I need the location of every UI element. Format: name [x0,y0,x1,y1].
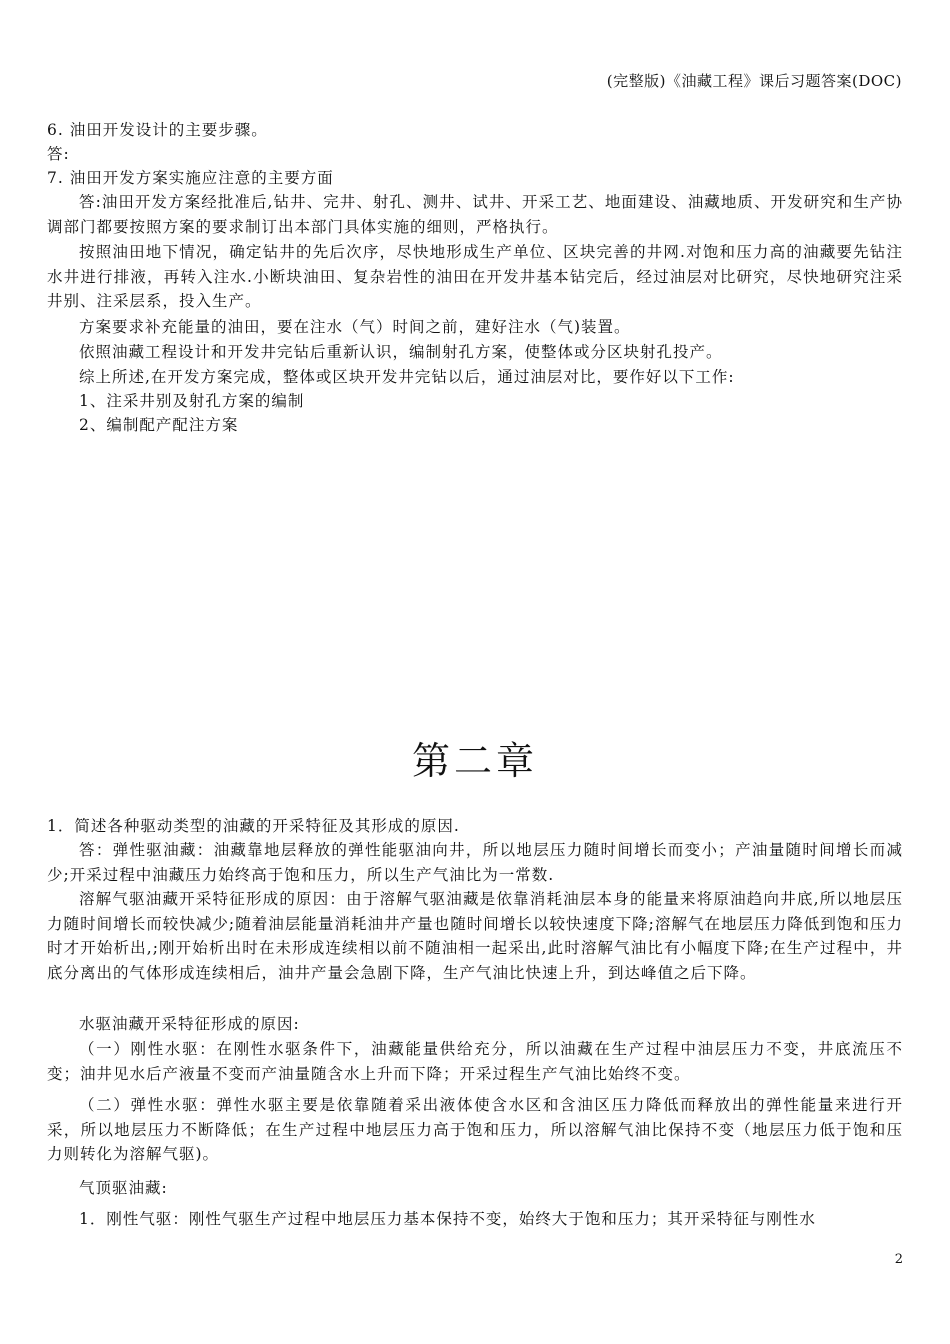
question-1: 1．简述各种驱动类型的油藏的开采特征及其形成的原因. [47,817,460,835]
document-header: (完整版)《油藏工程》课后习题答案(DOC) [606,72,902,90]
paragraph: 水驱油藏开采特征形成的原因: [79,1015,300,1033]
paragraph: 溶解气驱油藏开采特征形成的原因：由于溶解气驱油藏是依靠消耗油层本身的能量来将原油趋向井底,所以地层压力随时间增长而较快减少;随着油层能量消耗油井产量也随时间增长以较快速度下降;溶解气在地层压力降低到饱和压力时才开始析出,;刚开始析出时在未形成连续相以前不随油相一起采出,此时溶解气油比有小幅度下降;在生产过程中，井底分离出的气体形成连续相后，油井产量会急剧下降，生产气油比快速上升，到达峰值之后下降。 [47,890,903,982]
paragraph: （一）刚性水驱：在刚性水驱条件下，油藏能量供给充分，所以油藏在生产过程中油层压力不变，井底流压不变；油井见水后产液量不变而产油量随含水上升而下降；开采过程生产气油比始终不变。 [47,1040,903,1083]
paragraph: （二）弹性水驱：弹性水驱主要是依靠随着采出液体使含水区和含油区压力降低而释放出的弹性能量来进行开采，所以地层压力不断降低；在生产过程中地层压力高于饱和压力，所以溶解气油比保持不变（地层压力低于饱和压力则转化为溶解气驱)。 [47,1096,903,1163]
question-7: 7. 油田开发方案实施应注意的主要方面 [47,169,334,187]
list-item: 2、编制配产配注方案 [79,416,239,434]
paragraph: 1．刚性气驱：刚性气驱生产过程中地层压力基本保持不变，始终大于饱和压力；其开采特征与刚性水 [79,1210,816,1228]
paragraph: 综上所述,在开发方案完成，整体或区块开发井完钻以后，通过油层对比，要作好以下工作: [79,368,735,386]
paragraph: 方案要求补充能量的油田，要在注水（气）时间之前，建好注水（气)装置。 [79,318,631,336]
paragraph: 气顶驱油藏: [79,1179,168,1197]
page-number: 2 [894,1252,903,1267]
list-item: 1、注采井别及射孔方案的编制 [79,392,305,410]
chapter-title: 第二章 [411,739,538,783]
paragraph: 答：弹性驱油藏：油藏靠地层释放的弹性能驱油向井，所以地层压力随时间增长而变小；产油量随时间增长而减少;开采过程中油藏压力始终高于饱和压力，所以生产气油比为一常数. [47,841,903,884]
question-6-answer: 答: [47,145,70,163]
question-6: 6. 油田开发设计的主要步骤。 [47,121,268,139]
paragraph: 依照油藏工程设计和开发井完钻后重新认识，编制射孔方案，使整体或分区块射孔投产。 [79,343,723,361]
paragraph: 答:油田开发方案经批准后,钻井、完井、射孔、测井、试井、开采工艺、地面建设、油藏地质、开发研究和生产协调部门都要按照方案的要求制订出本部门具体实施的细则，严格执行。 [47,193,903,236]
paragraph: 按照油田地下情况，确定钻井的先后次序，尽快地形成生产单位、区块完善的井网.对饱和压力高的油藏要先钻注水井进行排液，再转入注水.小断块油田、复杂岩性的油田在开发井基本钻完后，经过油层对比研究，尽快地研究注采井别、注采层系，投入生产。 [47,243,903,310]
